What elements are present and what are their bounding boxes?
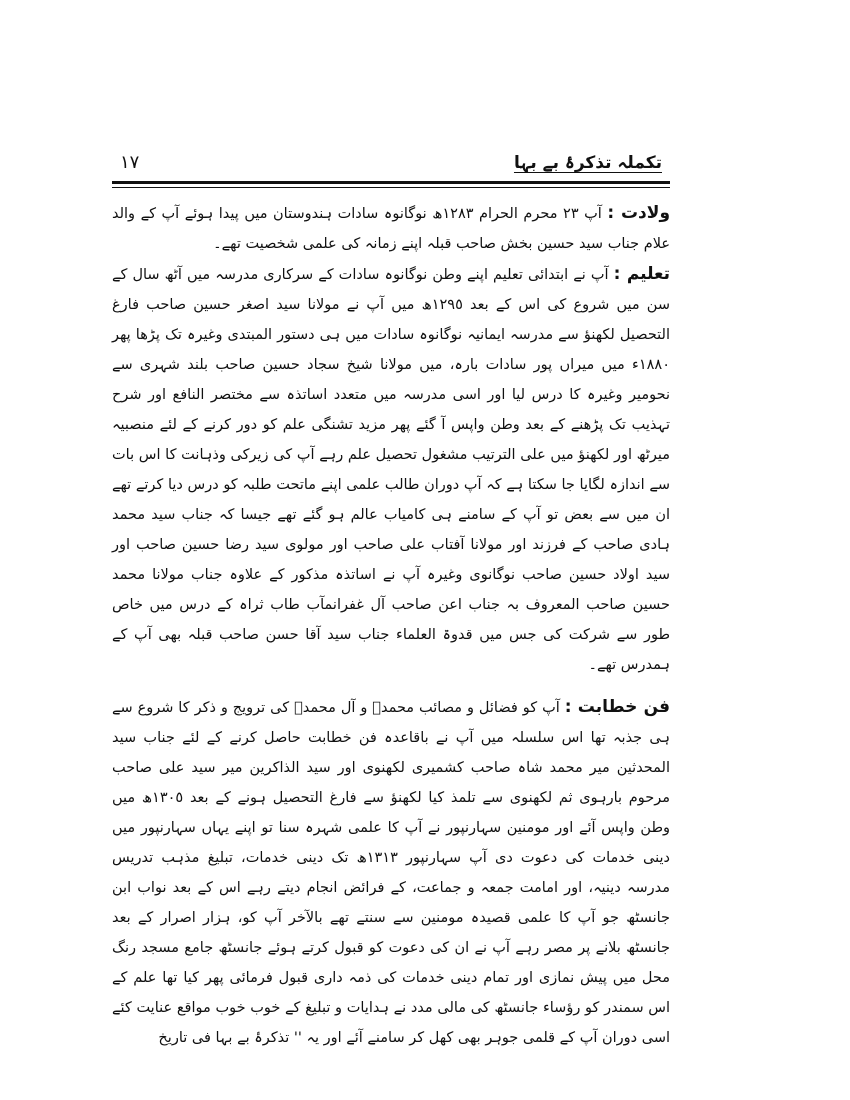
paragraph-gap [112, 680, 670, 692]
paragraph-oratory-text: آپ کو فضائل و مصائب محمدؐ و آل محمدؐ کی ترویج و ذکر کا شروع سے ہی جذبہ تھا اس سلسلہ میں آپ نے باقاعدہ فن خطابت حاصل کرنے کے لئے جناب سید المحدثین میر محمد شاہ صاحب کشمیری لکھنوی اور سید الذاکرین میر سید علی صاحب مرحوم بارہوی ثم لکھنوی سے تلمذ کیا لکھنؤ سے فارغ التحصیل ہونے کے بعد ١٣٠٥ھ میں وطن واپس آئے اور مومنین سہارنپور نے آپ کا علمی شہرہ سنا تو اپنے یہاں سہارنپور میں دینی خدمات کی دعوت دی آپ سہارنپور ١٣١٣ھ تک دینی خدمات، تبلیغ مذہب تدریس مدرسہ دینیہ، اور امامت جمعہ و جماعت، کے فرائض انجام دیتے رہے اس کے بعد نواب ابن جانسٹھ جو آپ کا علمی قصیدہ مومنین سے سنتے تھے بالآخر آپ کو، ہزار اصرار کے بعد جانسٹھ بلانے پر مصر رہے آپ نے ان کی دعوت کو قبول کرتے ہوئے جانسٹھ جامع مسجد رنگ محل میں پیش نمازی اور تمام دینی خدمات کی ذمہ داری قبول فرمائی پھر کیا تھا علم کے اس سمندر کو رؤساء جانسٹھ کی مالی مدد نے ہدایات و تبلیغ کے خوب خوب مواقع عنایت کئے اسی دوران آپ کے قلمی جوہر بھی کھل کر سامنے آئے اور یہ '' تذکرۂ بے بہا فی تاریخ [112, 700, 670, 1046]
running-header [112, 148, 670, 178]
paragraph-education-text: آپ نے ابتدائی تعلیم اپنے وطن نوگانوہ سادات کے سرکاری مدرسہ میں آٹھ سال کے سن میں شروع کی اس کے بعد ١٢٩٥ھ میں آپ نے مولانا سید اصغر حسین صاحب فارغ التحصیل لکھنؤ سے مدرسہ ایمانیہ نوگانوہ سادات میں ہی دستور المبتدی وغیرہ تک پڑھا پھر ١٨٨٠ء میں میراں پور سادات بارہ، میں مولانا شیخ سجاد حسین صاحب بلند شہری سے نحومیر وغیرہ کا درس لیا اور اسی مدرسہ میں متعدد اساتذہ سے مختصر النافع اور شرح تہذیب تک پڑھنے کے بعد وطن واپس آ گئے پھر مزید تشنگی علم کو دور کرنے کے لئے منصبیہ میرٹھ اور لکھنؤ میں علی الترتیب مشغول تحصیل علم رہے آپ کی زیرکی وذہانت کا اس بات سے اندازہ لگایا جا سکتا ہے کہ آپ دوران طالب علمی اپنے ماتحت طلبہ کو درس دیا کرتے تھے ان میں سے بعض تو آپ کے سامنے ہی کامیاب عالم ہو گئے تھے جیسا کہ جناب سید محمد ہادی صاحب کے فرزند اور مولانا آفتاب علی صاحب اور مولوی سید رضا حسین صاحب اور سید اولاد حسین صاحب نوگانوی وغیرہ آپ نے اساتذہ مذکور کے علاوہ جناب مولانا محمد حسین صاحب المعروف بہ جناب اعن صاحب آل غفرانمآب طاب ثراہ کے درس میں خاص طور سے شرکت کی جس میں قدوۃ العلماء جناب سید آقا حسن صاحب قبلہ بھی آپ کے ہمدرس تھے۔ [112, 267, 670, 673]
header-rule-thin [112, 187, 670, 188]
paragraph-education [112, 259, 670, 680]
heading-oratory: فن خطابت : [564, 697, 671, 717]
paragraph-oratory [112, 692, 670, 1053]
book-title: تکملہ تذکرۂ بے بہا [513, 153, 662, 173]
header-rule [112, 181, 670, 184]
text-body [112, 198, 670, 1053]
heading-birth: ولادت : [607, 203, 671, 223]
paragraph-birth [112, 198, 670, 259]
page-number: ١٧ [120, 152, 140, 173]
heading-education: تعلیم : [613, 264, 671, 284]
paragraph-birth-text: آپ ٢٣ محرم الحرام ١٢٨٣ھ نوگانوہ سادات ہندوستان میں پیدا ہوئے آپ کے والد علام جناب سید حسین بخش صاحب قبلہ اپنے زمانہ کی علمی شخصیت تھے۔ [112, 206, 670, 252]
